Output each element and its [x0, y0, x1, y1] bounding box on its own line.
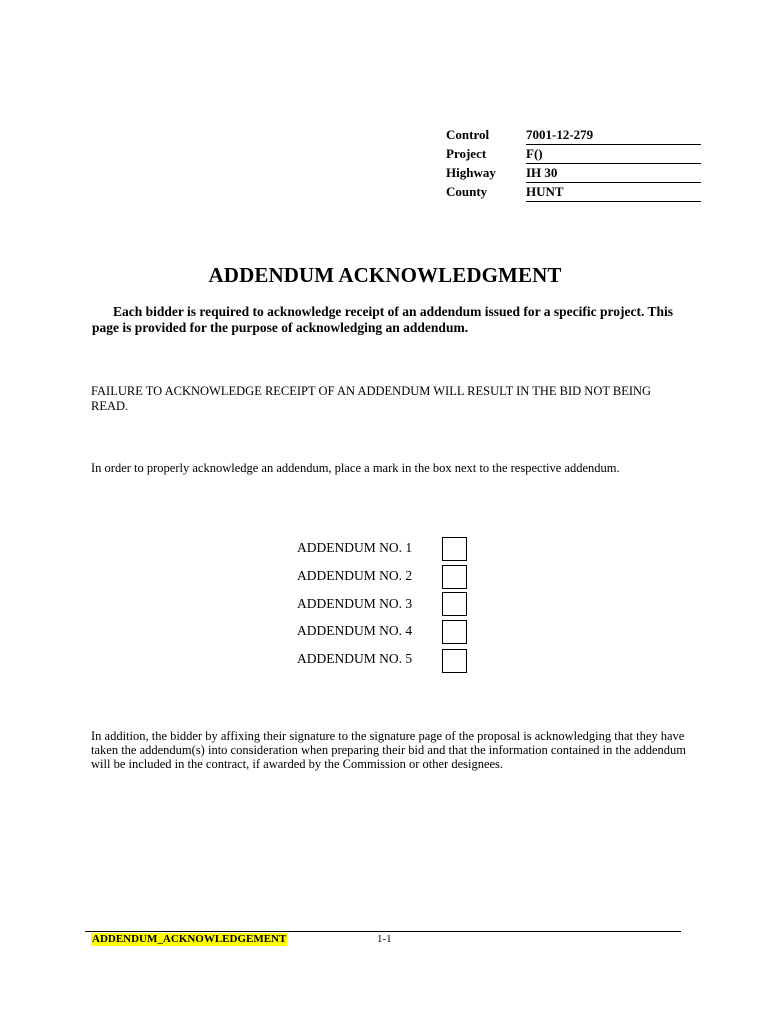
addendum-3-label: ADDENDUM NO. 3 [297, 596, 413, 611]
county-value: HUNT [526, 184, 701, 202]
intro-text: Each bidder is required to acknowledge receipt of an addendum issued for a specific project. This page is provided for the purpose of acknowledging an addendum. [92, 304, 674, 335]
addendum-5-label: ADDENDUM NO. 5 [297, 651, 413, 666]
footer-page-number: 1-1 [377, 933, 392, 945]
instruction-text: In order to properly acknowledge an addendum, place a mark in the box next to the respective addendum. [91, 461, 620, 475]
failure-notice: FAILURE TO ACKNOWLEDGE RECEIPT OF AN ADDENDUM WILL RESULT IN THE BID NOT BEING READ. [91, 384, 652, 413]
addendum-1-label: ADDENDUM NO. 1 [297, 540, 413, 555]
project-value: F() [526, 146, 701, 164]
addendum-3-checkbox[interactable] [442, 592, 467, 616]
addendum-4-checkbox[interactable] [442, 620, 467, 644]
control-value: 7001-12-279 [526, 127, 701, 145]
addendum-5-checkbox[interactable] [442, 649, 467, 673]
addendum-1-checkbox[interactable] [442, 537, 467, 561]
page-title: ADDENDUM ACKNOWLEDGMENT [208, 263, 562, 287]
county-label: County [446, 184, 488, 199]
control-label: Control [446, 127, 490, 142]
footer-divider [85, 931, 681, 932]
footer-doc-name: ADDENDUM_ACKNOWLEDGEMENT [92, 933, 287, 945]
addendum-4-label: ADDENDUM NO. 4 [297, 623, 413, 638]
closing-paragraph: In addition, the bidder by affixing their signature to the signature page of the proposal is acknowledging that they have taken the addendum(s) into consideration when preparing their bid and that the information contained in the addendum will be included in the contract, if awarded by the Commission or other designees. [91, 729, 686, 771]
addendum-2-label: ADDENDUM NO. 2 [297, 568, 413, 583]
intro-paragraph [92, 304, 692, 336]
highway-value: IH 30 [526, 165, 701, 183]
addendum-2-checkbox[interactable] [442, 565, 467, 589]
highway-label: Highway [446, 165, 496, 180]
project-label: Project [446, 146, 487, 161]
